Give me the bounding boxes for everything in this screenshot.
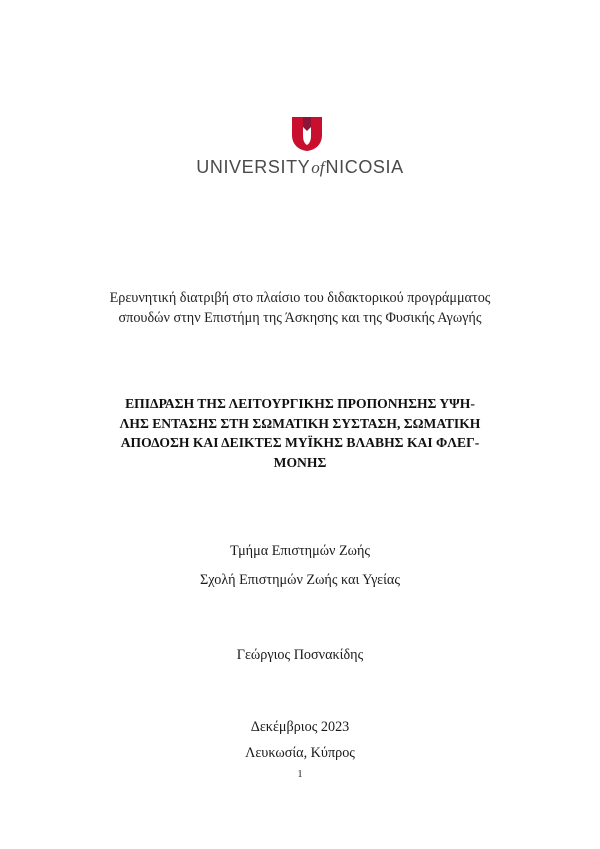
wordmark-university: UNIVERSITY (196, 157, 311, 177)
wordmark-nicosia: NICOSIA (325, 157, 404, 177)
dissertation-description (60, 288, 540, 328)
description-line: Ερευνητική διατριβή στο πλαίσιο του διδακτορικού προγράμματος (109, 290, 491, 306)
submission-date: Δεκέμβριος 2023 (250, 719, 350, 735)
title-line: ΛΗΣ ΕΝΤΑΣΗΣ ΣΤΗ ΣΩΜΑΤΙΚΗ ΣΥΣΤΑΣΗ, ΣΩΜΑΤΙΚΗ (119, 415, 481, 431)
university-wordmark (0, 157, 600, 178)
title-line: ΜΟΝΗΣ (273, 454, 327, 470)
description-line: σπουδών στην Επιστήμη της Άσκησης και της Φυσικής Αγωγής (118, 310, 482, 326)
title-line: ΕΠΙΔΡΑΣΗ ΤΗΣ ΛΕΙΤΟΥΡΓΙΚΗΣ ΠΡΟΠΟΝΗΣΗΣ ΥΨΗ- (125, 396, 475, 411)
author-name: Γεώργιος Ποσνακίδης (236, 647, 364, 663)
submission-place: Λευκωσία, Κύπρος (245, 745, 355, 761)
university-shield-icon (290, 115, 324, 151)
page-number: 1 (297, 769, 303, 780)
shield-notch-segment (303, 117, 311, 131)
dissertation-title (60, 394, 540, 472)
school-name: Σχολή Επιστημών Ζωής και Υγείας (200, 572, 400, 588)
title-line: ΑΠΟΔΟΣΗ ΚΑΙ ΔΕΙΚΤΕΣ ΜΥΪΚΗΣ ΒΛΑΒΗΣ ΚΑΙ ΦΛΕΓ- (120, 435, 480, 450)
wordmark-of: of (311, 158, 325, 177)
department-name: Τμήμα Επιστημών Ζωής (229, 543, 371, 559)
